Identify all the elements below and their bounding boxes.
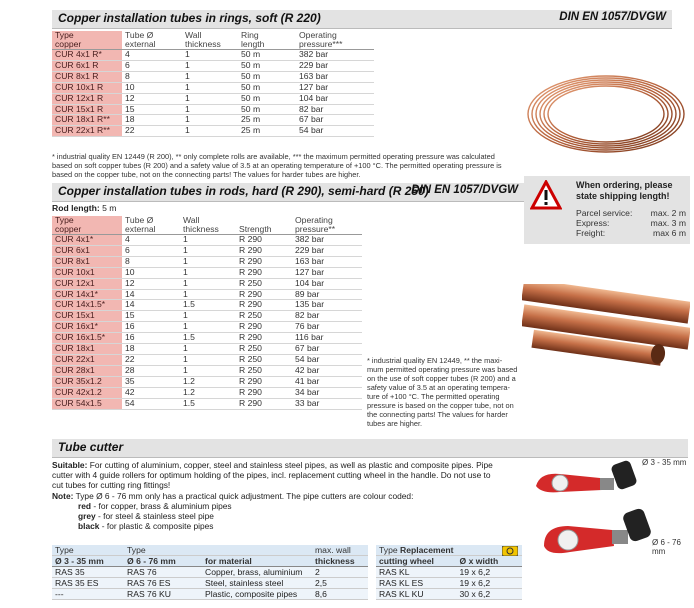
shipping-box — [524, 176, 690, 244]
table-cell: R 290 — [236, 235, 292, 246]
column-header: thickness — [312, 556, 368, 567]
table-cell: 1 — [182, 104, 238, 115]
column-header: Operating — [299, 30, 337, 40]
column-header: Wall — [185, 30, 202, 40]
column-header: thickness — [182, 40, 238, 50]
column-header: thickness — [180, 225, 236, 235]
norm-label: DIN EN 1057/DVGW — [559, 11, 666, 23]
table-cell: R 290 — [236, 376, 292, 387]
table-cell: 1.2 — [180, 387, 236, 398]
column-header: Ø 3 - 35 mm — [52, 556, 124, 567]
table-cell: 1 — [182, 60, 238, 71]
section-title: Tube cutter — [58, 440, 124, 454]
table-cell: 82 bar — [296, 104, 374, 115]
column-header: Ø 6 - 76 mm — [124, 556, 202, 567]
shipping-max-length: max 6 m — [653, 228, 686, 238]
table-row — [52, 115, 374, 126]
shipping-title: state shipping length! — [576, 191, 670, 201]
table-cell: 1.2 — [180, 376, 236, 387]
table-row — [52, 589, 368, 600]
table-cell: 163 bar — [292, 256, 362, 267]
table-cell: 1.5 — [180, 300, 236, 311]
footnote-line: * industrial quality EN 12449 (R 200), ** only complete rolls are available, *** the maximum permitted operating pressure was calculated — [52, 152, 495, 161]
table-row — [52, 300, 362, 311]
shipping-method: Freight: — [576, 228, 606, 238]
section-header-rods — [52, 183, 524, 202]
section-title: Copper installation tubes in rods, hard (R 290), semi-hard (R 250) — [58, 184, 429, 198]
type-cell: CUR 15x1 — [52, 311, 122, 322]
shipping-max-length: max. 2 m — [650, 208, 686, 218]
table-row — [376, 578, 522, 589]
colour-code-item — [78, 501, 522, 511]
table-row — [52, 245, 362, 256]
table-row — [52, 333, 362, 344]
table-cell: 1 — [182, 126, 238, 137]
table-cell: 67 bar — [292, 344, 362, 355]
table-cell: 12 — [122, 278, 180, 289]
warning-icon — [530, 180, 562, 210]
column-header: copper — [52, 225, 122, 235]
footnote-line: based on the copper tube, not on the connecting parts! The values for harder tubes are higher. — [52, 170, 361, 179]
column-header: length — [238, 40, 296, 50]
column-header: Tube Ø — [125, 215, 154, 225]
column-header: cutting wheel — [376, 556, 457, 567]
type-cell: CUR 4x1 R* — [52, 50, 122, 61]
table-cell: 76 bar — [292, 322, 362, 333]
note-label: Note: — [52, 490, 74, 501]
table-cell: 229 bar — [296, 60, 374, 71]
table-cell: 1 — [180, 245, 236, 256]
table-cell: 1 — [180, 235, 236, 246]
table-cell: 1 — [180, 365, 236, 376]
table-cell: 6 — [122, 60, 182, 71]
rods-table — [52, 216, 362, 410]
column-header — [202, 545, 312, 556]
table-cell: 1.5 — [180, 333, 236, 344]
type-cell: CUR 10x1 R — [52, 82, 122, 93]
table-cell: 50 m — [238, 104, 296, 115]
table-cell: 33 bar — [292, 398, 362, 409]
table-cell: 116 bar — [292, 333, 362, 344]
column-header: Ring — [241, 30, 259, 40]
shipping-max-length: max. 3 m — [650, 218, 686, 228]
table-row — [52, 267, 362, 278]
column-header: Operating — [295, 215, 333, 225]
table-cell: 14 — [122, 300, 180, 311]
column-header: Type — [52, 545, 124, 556]
shipping-row — [576, 208, 686, 218]
column-header: Ø x width — [457, 556, 522, 567]
table-row — [376, 567, 522, 578]
footnote-line: tubes are higher. — [367, 419, 423, 428]
suitable-text: cut tubes for cutting ring fittings! — [52, 480, 171, 491]
replacement-wheel-table — [376, 545, 522, 600]
table-cell: 89 bar — [292, 289, 362, 300]
footnote-line: pressure is based on the copper tube, not on — [367, 401, 514, 410]
table-cell: 28 — [122, 365, 180, 376]
type-cell: CUR 16x1.5* — [52, 333, 122, 344]
wheel-icon — [502, 546, 518, 556]
footnote-line: safety value of 3.5 at an operating tempera- — [367, 383, 510, 392]
type-cell: CUR 12x1 — [52, 278, 122, 289]
table-cell: 54 bar — [296, 126, 374, 137]
table-row — [52, 278, 362, 289]
table-row — [52, 235, 362, 246]
copper-rods-image — [522, 284, 690, 372]
table-cell: 382 bar — [296, 50, 374, 61]
table-cell: 1 — [180, 256, 236, 267]
table-row — [52, 256, 362, 267]
size-label-large: Ø 6 - 76 mm — [652, 538, 681, 556]
table-cell: Copper, brass, aluminium — [202, 567, 312, 578]
cutter-description — [52, 460, 522, 531]
type-cell: CUR 6x1 — [52, 245, 122, 256]
colour-description: - for plastic & composite pipes — [101, 521, 214, 532]
table-cell: 104 bar — [292, 278, 362, 289]
type-cell: CUR 10x1 — [52, 267, 122, 278]
shipping-title: When ordering, please — [576, 180, 673, 190]
table-row — [52, 71, 374, 82]
table-cell: 8 — [122, 71, 182, 82]
table-row — [52, 104, 374, 115]
type-cell: CUR 28x1 — [52, 365, 122, 376]
table-cell: 1 — [180, 344, 236, 355]
table-row — [52, 398, 362, 409]
table-cell: RAS 76 ES — [124, 578, 202, 589]
footnote-line: ture of +100 °C. The permitted operating — [367, 392, 500, 401]
rings-table — [52, 31, 374, 137]
table-row — [52, 387, 362, 398]
column-header: external — [122, 225, 180, 235]
table-row — [52, 289, 362, 300]
table-row — [52, 354, 362, 365]
footnote-line: based on soft copper tubes (R 200) and a safety value of 3.5 at an operating temperature of +100 °C. The permitted operating pressure is — [52, 161, 502, 170]
table-cell: 10 — [122, 82, 182, 93]
table-cell: 19 x 6,2 — [457, 578, 522, 589]
table-row — [52, 365, 362, 376]
table-cell: 10 — [122, 267, 180, 278]
table-row — [52, 126, 374, 137]
table-cell: RAS KL — [376, 567, 457, 578]
table-cell: 50 m — [238, 60, 296, 71]
type-cell: CUR 22x1 — [52, 354, 122, 365]
colour-code-item — [78, 511, 522, 521]
table-row — [52, 50, 374, 61]
section-header-rings — [52, 10, 672, 29]
footnote-line: on the use of soft copper tubes (R 200) and a — [367, 374, 516, 383]
table-cell: 16 — [122, 322, 180, 333]
column-header: Type — [52, 31, 122, 40]
rings-footnote — [52, 152, 582, 179]
colour-name: grey — [78, 511, 96, 522]
column-header: max. wall — [312, 545, 368, 556]
column-header — [376, 545, 457, 556]
table-cell: 127 bar — [292, 267, 362, 278]
section-title: Copper installation tubes in rings, soft (R 220) — [58, 11, 321, 25]
table-cell: 22 — [122, 126, 182, 137]
column-header-replacement: Replacement — [400, 545, 454, 555]
type-cell: CUR 54x1.5 — [52, 398, 122, 409]
table-cell: R 290 — [236, 387, 292, 398]
table-cell: 382 bar — [292, 235, 362, 246]
suitable-text: For cutting of aluminium, copper, steel and stainless steel pipes, as well as plastic and composite pipes. Pipe — [89, 460, 493, 470]
shipping-method: Parcel service: — [576, 208, 633, 218]
cutter-table — [52, 545, 368, 600]
table-cell: 34 bar — [292, 387, 362, 398]
table-cell: 25 m — [238, 115, 296, 126]
table-cell: R 290 — [236, 333, 292, 344]
table-cell: 4 — [122, 50, 182, 61]
type-cell: CUR 12x1 R — [52, 93, 122, 104]
table-cell: 104 bar — [296, 93, 374, 104]
table-cell: 30 x 6,2 — [457, 589, 522, 600]
table-cell: 18 — [122, 344, 180, 355]
colour-description: - for steel & stainless steel pipe — [98, 511, 214, 522]
table-cell: 42 — [122, 387, 180, 398]
shipping-row — [576, 218, 686, 228]
table-cell: 14 — [122, 289, 180, 300]
column-header: Strength — [236, 225, 292, 235]
table-row — [52, 344, 362, 355]
table-cell: Steel, stainless steel — [202, 578, 312, 589]
table-cell: 1 — [180, 289, 236, 300]
table-cell: 42 bar — [292, 365, 362, 376]
table-cell: --- — [52, 589, 124, 600]
type-cell: CUR 6x1 R — [52, 60, 122, 71]
table-cell: 1 — [180, 311, 236, 322]
table-cell: 1.5 — [180, 398, 236, 409]
table-cell: RAS 76 — [124, 567, 202, 578]
table-cell: R 250 — [236, 278, 292, 289]
table-cell: R 250 — [236, 365, 292, 376]
table-cell: 2,5 — [312, 578, 368, 589]
table-row — [52, 376, 362, 387]
table-row — [52, 93, 374, 104]
column-header: copper — [52, 40, 122, 50]
column-header-type: Type — [379, 545, 398, 555]
table-cell: 127 bar — [296, 82, 374, 93]
type-cell: CUR 22x1 R** — [52, 126, 122, 137]
type-cell: CUR 18x1 — [52, 344, 122, 355]
table-cell: 163 bar — [296, 71, 374, 82]
table-cell: RAS KL ES — [376, 578, 457, 589]
table-cell: 16 — [122, 333, 180, 344]
table-cell: R 290 — [236, 398, 292, 409]
shipping-method: Express: — [576, 218, 610, 228]
type-cell: CUR 4x1* — [52, 235, 122, 246]
column-header: external — [122, 40, 182, 50]
table-cell: 1 — [182, 71, 238, 82]
table-cell: 1 — [180, 354, 236, 365]
column-header: Type — [124, 545, 202, 556]
colour-code-item — [78, 521, 522, 531]
table-row — [52, 82, 374, 93]
table-row — [376, 589, 522, 600]
footnote-line: * industrial quality EN 12449, ** the maxi- — [367, 356, 503, 365]
table-cell: R 250 — [236, 354, 292, 365]
table-cell: 50 m — [238, 82, 296, 93]
column-header: Tube Ø — [125, 30, 154, 40]
table-cell: 1 — [182, 82, 238, 93]
table-cell: 8,6 — [312, 589, 368, 600]
type-cell: CUR 14x1.5* — [52, 300, 122, 311]
table-cell: 1 — [182, 115, 238, 126]
table-cell: 67 bar — [296, 115, 374, 126]
colour-description: - for copper, brass & aluminium pipes — [93, 500, 232, 511]
type-cell: CUR 16x1* — [52, 322, 122, 333]
table-cell: 19 x 6,2 — [457, 567, 522, 578]
table-cell: 8 — [122, 256, 180, 267]
rod-length-label: Rod length: — [52, 203, 100, 213]
table-cell: R 290 — [236, 267, 292, 278]
table-cell: 1 — [182, 93, 238, 104]
table-cell: 41 bar — [292, 376, 362, 387]
table-row — [52, 311, 362, 322]
footnote-line: the connecting parts! The values for harder — [367, 410, 508, 419]
table-cell: R 290 — [236, 300, 292, 311]
rod-length-value: 5 m — [102, 203, 117, 213]
table-cell: 1 — [180, 267, 236, 278]
table-cell: 6 — [122, 245, 180, 256]
table-cell: 35 — [122, 376, 180, 387]
table-cell: 50 m — [238, 50, 296, 61]
table-cell: 15 — [122, 104, 182, 115]
table-cell: RAS 76 KU — [124, 589, 202, 600]
type-cell: CUR 8x1 — [52, 256, 122, 267]
norm-label: DIN EN 1057/DVGW — [411, 184, 518, 196]
column-header: Wall — [183, 215, 200, 225]
table-cell: 4 — [122, 235, 180, 246]
copper-coil-image — [522, 62, 690, 162]
rods-footnote — [367, 356, 523, 428]
table-cell: 229 bar — [292, 245, 362, 256]
table-cell: 50 m — [238, 71, 296, 82]
table-cell: R 250 — [236, 311, 292, 322]
type-cell: CUR 8x1 R — [52, 71, 122, 82]
table-cell: 1 — [180, 278, 236, 289]
table-cell: R 290 — [236, 289, 292, 300]
table-cell: R 290 — [236, 256, 292, 267]
table-cell: Plastic, composite pipes — [202, 589, 312, 600]
rod-length — [52, 203, 116, 214]
table-cell: 2 — [312, 567, 368, 578]
table-cell: 12 — [122, 93, 182, 104]
type-cell: CUR 15x1 R — [52, 104, 122, 115]
table-cell: 82 bar — [292, 311, 362, 322]
tube-cutter-large-image — [540, 506, 652, 566]
table-cell: 25 m — [238, 126, 296, 137]
type-cell: CUR 42x1.2 — [52, 387, 122, 398]
column-header: pressure** — [292, 225, 362, 235]
size-label-small: Ø 3 - 35 mm — [642, 458, 687, 467]
table-cell: R 290 — [236, 322, 292, 333]
column-header: pressure*** — [296, 40, 374, 50]
table-row — [52, 578, 368, 589]
colour-name: black — [78, 521, 100, 532]
tube-cutter-small-image — [530, 452, 642, 508]
type-cell: CUR 35x1.2 — [52, 376, 122, 387]
table-cell: 1 — [182, 50, 238, 61]
shipping-row — [576, 228, 686, 238]
table-cell: RAS KL KU — [376, 589, 457, 600]
table-row — [52, 60, 374, 71]
type-cell: CUR 14x1* — [52, 289, 122, 300]
table-cell: R 250 — [236, 344, 292, 355]
suitable-text: cutter with 4 guide rollers for optimum holding of the pipes, incl. replacement cutting wheel in the handle. Do not use to — [52, 470, 491, 481]
table-cell: 50 m — [238, 93, 296, 104]
table-cell: 1 — [180, 322, 236, 333]
column-header: for material — [202, 556, 312, 567]
table-cell: 135 bar — [292, 300, 362, 311]
table-row — [52, 567, 368, 578]
suitable-label: Suitable: — [52, 460, 88, 470]
type-cell: CUR 18x1 R** — [52, 115, 122, 126]
note-text: Type Ø 6 - 76 mm only has a practical quick adjustment. The pipe cutters are colour coded: — [75, 490, 414, 501]
table-cell: RAS 35 — [52, 567, 124, 578]
table-cell: 18 — [122, 115, 182, 126]
table-cell: 54 — [122, 398, 180, 409]
table-cell: R 290 — [236, 245, 292, 256]
colour-name: red — [78, 500, 92, 511]
table-cell: 15 — [122, 311, 180, 322]
column-header: Type — [52, 216, 122, 225]
table-cell: 22 — [122, 354, 180, 365]
table-cell: RAS 35 ES — [52, 578, 124, 589]
table-cell: 54 bar — [292, 354, 362, 365]
table-row — [52, 322, 362, 333]
footnote-line: mum permitted operating pressure was based — [367, 365, 518, 374]
